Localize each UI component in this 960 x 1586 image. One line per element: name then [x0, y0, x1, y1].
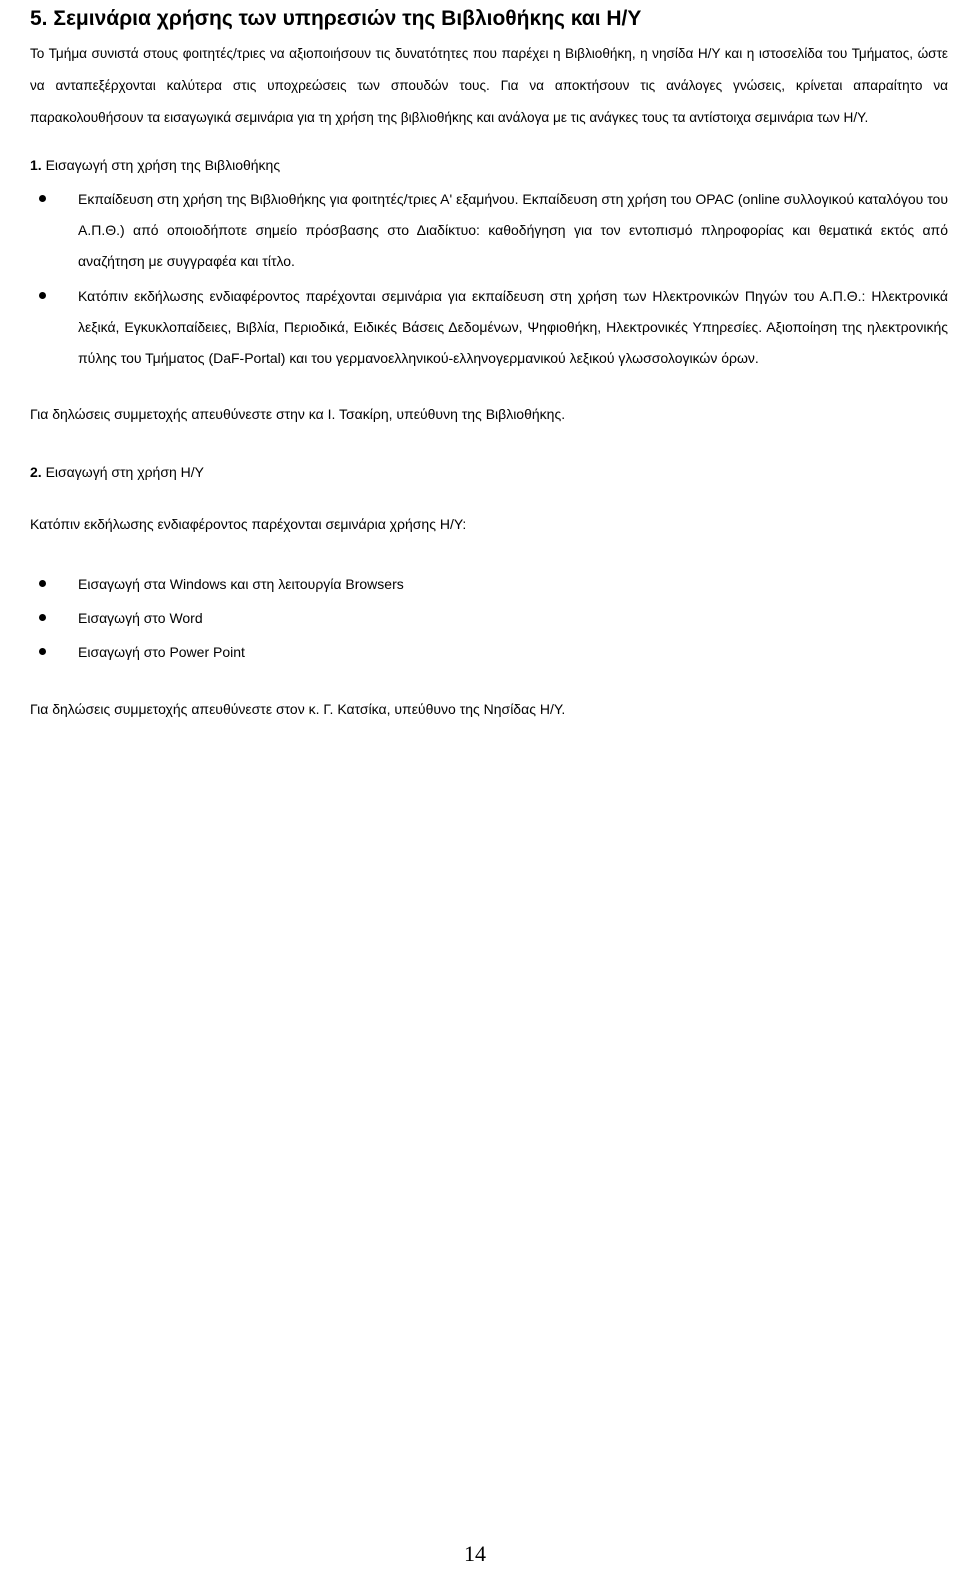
list-item-text: Κατόπιν εκδήλωσης ενδιαφέροντος παρέχονται σεμινάρια για εκπαίδευση στη χρήση των Ηλεκτρονικών Πηγών του Α.Π.Θ.: Ηλεκτρονικά λεξικά, Εγκυκλοπαίδειες, Βιβλία, Περιοδικά, Ειδικές Βάσεις Δεδομένων, Ψηφιοθήκη, Ηλεκτρονικές Υπηρεσίες. Αξιοποίηση της ηλεκτρονικής πύλης του Τμήματος (DaF-Portal) και του γερμανοελληνικού-ελληνογερμανικού λεξικού γλωσσολογικών όρων. [78, 288, 948, 366]
page-number: 14 [464, 1541, 486, 1566]
list-item [30, 281, 948, 374]
section-2-heading [30, 457, 948, 487]
section-2-list [30, 569, 948, 667]
document-page [30, 0, 948, 724]
section-2-number: 2. [30, 464, 42, 480]
section-1-heading [30, 149, 948, 181]
section-2-title: Εισαγωγή στη χρήση Η/Υ [45, 464, 204, 480]
section-1-list [30, 184, 948, 374]
bullet-icon [39, 292, 46, 299]
bullet-icon [39, 580, 46, 587]
bullet-icon [39, 195, 46, 202]
list-item-text: Εισαγωγή στα Windows και στη λειτουργία Browsers [78, 576, 404, 592]
list-item [30, 603, 948, 633]
list-item-text: Εισαγωγή στο Word [78, 610, 203, 626]
list-item-text: Εισαγωγή στο Power Point [78, 644, 245, 660]
section-1-number: 1. [30, 157, 42, 173]
list-item [30, 184, 948, 277]
list-item [30, 569, 948, 599]
section-2-intro: Κατόπιν εκδήλωσης ενδιαφέροντος παρέχονται σεμινάρια χρήσης Η/Υ: [30, 516, 467, 532]
section-2-contact: Για δηλώσεις συμμετοχής απευθύνεστε στον κ. Γ. Κατσίκα, υπεύθυνο της Νησίδας Η/Υ. [30, 701, 566, 717]
section-1-title: Εισαγωγή στη χρήση της Βιβλιοθήκης [45, 157, 281, 173]
page-title: 5. Σεμινάρια χρήσης των υπηρεσιών της Βιβλιοθήκης και Η/Υ [30, 7, 642, 30]
section-1-contact: Για δηλώσεις συμμετοχής απευθύνεστε στην κα Ι. Τσακίρη, υπεύθυνη της Βιβλιοθήκης. [30, 406, 566, 422]
bullet-icon [39, 614, 46, 621]
bullet-icon [39, 648, 46, 655]
list-item-text: Εκπαίδευση στη χρήση της Βιβλιοθήκης για φοιτητές/τριες Α' εξαμήνου. Εκπαίδευση στη χρήση του OPAC (online συλλογικού καταλόγου του Α.Π.Θ.) από οποιοδήποτε σημείο πρόσβασης στο Διαδίκτυο: καθοδήγηση για τον εντοπισμό πληροφορίας και θεματικά εκτός από αναζήτηση με συγγραφέα και τίτλο. [78, 191, 948, 269]
list-item [30, 637, 948, 667]
intro-paragraph: Το Τμήμα συνιστά στους φοιτητές/τριες να αξιοποιήσουν τις δυνατότητες που παρέχει η Βιβλιοθήκη, η νησίδα Η/Υ και η ιστοσελίδα του Τμήματος, ώστε να ανταπεξέρχονται καλύτερα στις υποχρεώσεις των σπουδών τους. Για να αποκτήσουν τις ανάλογες γνώσεις, κρίνεται απαραίτητο να παρακολουθήσουν τα εισαγωγικά σεμινάρια για τη χρήση της βιβλιοθήκης και ανάλογα με τις ανάγκες τους τα αντίστοιχα σεμινάρια των Η/Υ. [30, 46, 948, 125]
